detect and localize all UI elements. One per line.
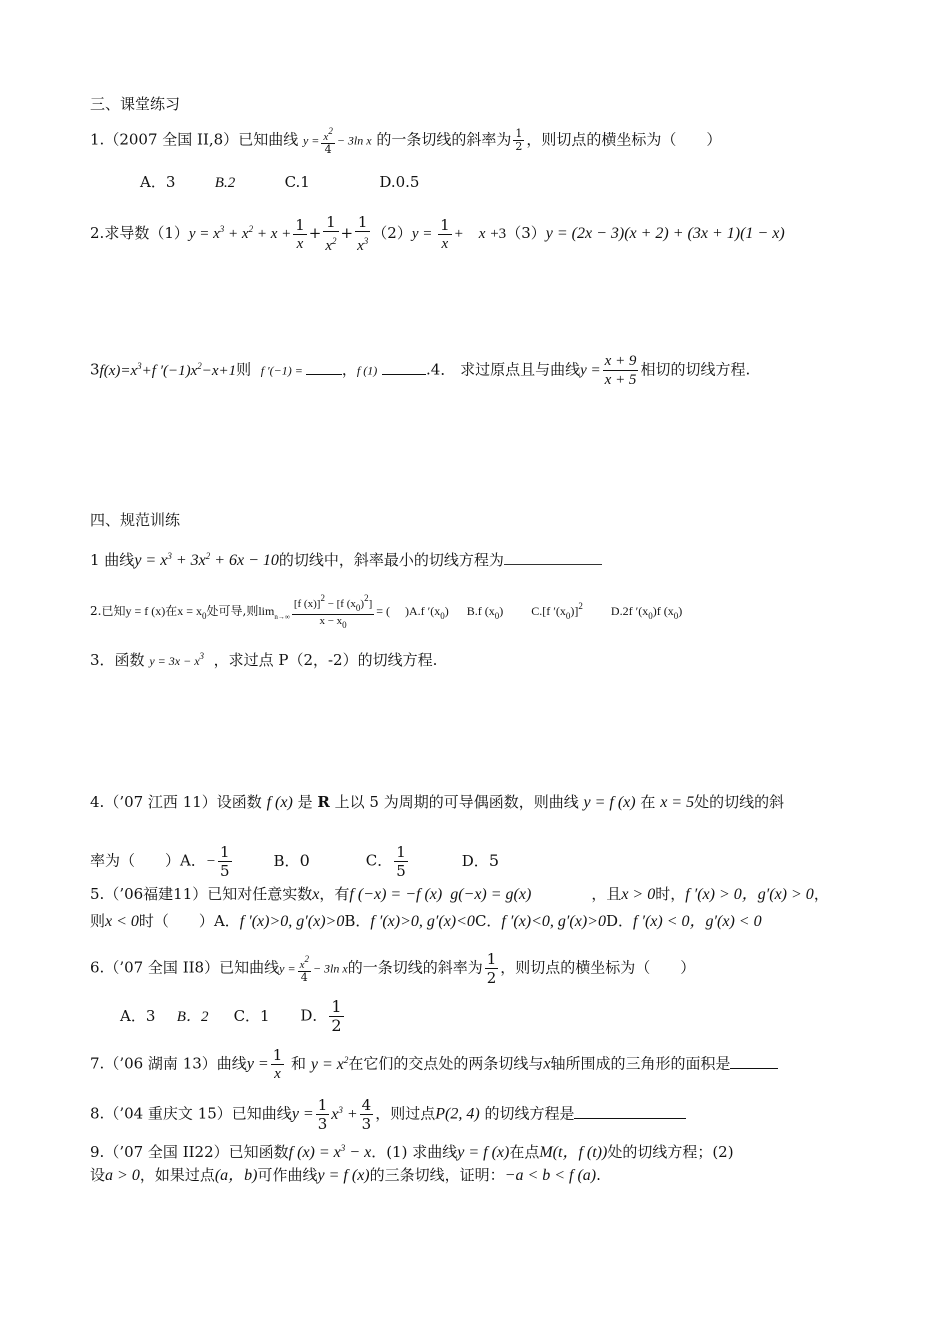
q-text: 1 曲线	[90, 551, 135, 569]
q-text: ，则过点	[375, 1104, 436, 1123]
option-c: C.1	[284, 173, 310, 191]
q-text: 求过原点且与曲线	[460, 360, 581, 379]
formula: $y = x^3 + 3x^2 + 6x - 10$	[134, 551, 279, 569]
option-a-formula: f ′(x)>0, g′(x)>0	[239, 913, 345, 930]
q-text: 在点	[509, 1143, 540, 1161]
q-text: 时，	[655, 885, 686, 903]
formula: y = (2x − 3)(x + 2) + (3x + 1)(1 − x)	[545, 225, 785, 242]
q-text: 曲线	[216, 1054, 247, 1073]
fraction: $\frac{1}{x^3}$	[357, 213, 369, 254]
q-text: 处可导,则	[206, 604, 259, 618]
q-text: 可作曲线	[257, 1166, 318, 1184]
q-num: 3	[90, 360, 100, 379]
q-text: .	[426, 360, 431, 379]
answer-blank[interactable]	[306, 362, 342, 375]
q-text: 的一条切线的斜率为	[376, 130, 512, 149]
q-num: 4．	[430, 360, 456, 379]
s3-q2: 2.求导数$(1)y = x^3 + x^2 + x$ + $\frac{1}{x}$ + $\frac{1}{x^2}$ + $\frac{1}{x^3}$ （2）y = $\frac{1}{x}$ + x +3（3）y = (2x − 3)(x + 2) + (3x + 1)(1 − x)	[90, 213, 785, 254]
answer-blank[interactable]	[730, 1056, 778, 1069]
q-text: （2）	[372, 224, 412, 242]
formula: = ( )	[376, 604, 409, 618]
fraction: $\frac{1}{2}$	[486, 950, 497, 987]
q-text: 2.已知	[90, 604, 126, 618]
formula: y =	[302, 133, 320, 148]
option-a: A.f $'(x_0)$	[409, 604, 449, 621]
s4-q6-options	[120, 998, 346, 1035]
formula: y = f (x)	[457, 1144, 510, 1161]
option-b: B.2	[214, 175, 236, 191]
formula: $y = 3x - x^3$	[149, 651, 205, 668]
formula: $\lim_{n\to\infty}$	[258, 604, 290, 621]
q-num: 9.	[90, 1143, 105, 1161]
q-text: ，如果过点	[139, 1166, 215, 1184]
option-d-formula: f ′(x) < 0，g′(x) < 0	[633, 913, 762, 930]
s4-q4-options	[90, 843, 499, 880]
q-source: （’07 江西 11）	[104, 793, 217, 811]
formula: f $(x) = x^3 - x$	[288, 1143, 372, 1161]
q-num: 1.	[90, 130, 105, 149]
fraction: $\frac{1}{x}$	[295, 215, 305, 252]
option-text: C.[f ′(x	[531, 604, 566, 618]
option-label: A．	[180, 851, 206, 870]
q-text: ，求过点 P（2，-2）的切线方程.	[213, 651, 438, 669]
formula: $y = x^2$	[310, 1054, 349, 1073]
q-num: 8.	[90, 1104, 105, 1123]
q-text: ，则切点的横坐标为（ ）	[500, 958, 696, 977]
fraction: $\frac{1}{5}$	[219, 843, 230, 880]
formula: $y = x^3 + x^2 + x$ +	[188, 224, 292, 242]
formula: f ′(−1) =	[260, 363, 306, 378]
q-source: （’07 全国 II8）	[104, 958, 220, 977]
option-label: D．	[300, 1006, 328, 1025]
q-text: 轴所围成的三角形的面积是	[550, 1054, 731, 1073]
option-label: C．	[365, 851, 393, 870]
fraction: $\frac{x^2}{4}$	[323, 126, 333, 156]
option-a: A．− $\frac{1}{5}$	[180, 843, 230, 880]
s4-q9-line2: 设a > 0，如果过点(a，b)可作曲线y = f (x)的三条切线，证明：−a < b < f (a).	[90, 1166, 601, 1184]
option-value: 5	[488, 850, 499, 870]
q-text: 在	[165, 604, 178, 618]
option-b: B.f $(x_0)$	[466, 604, 504, 621]
formula: f (−x) = −f (x) g(−x) = g(x)	[349, 886, 532, 903]
option-b-formula: f ′(x)>0, g′(x)<0	[370, 913, 475, 930]
option-text: D.2f ′(x	[610, 604, 649, 618]
formula: x	[312, 886, 320, 903]
formula: M(t，f (t))	[539, 1144, 608, 1161]
fraction: $\frac{1}{x}$	[440, 215, 450, 252]
q-text: 函数	[114, 651, 145, 669]
option-text: B.f (x	[466, 604, 495, 618]
option-d: D.0.5	[379, 173, 420, 191]
formula: $x^3$ +	[331, 1104, 358, 1123]
q-num: 2.	[90, 224, 105, 242]
q-text: 已知曲线	[219, 958, 280, 977]
formula: x	[543, 1055, 551, 1073]
s4-q5: 5.（’06福建11）已知对任意实数x，有f (−x) = −f (x) g(−x) = g(x) ，且x > 0时，f ′(x) > 0，g′(x) > 0，	[90, 885, 829, 903]
option-a: A．3	[140, 173, 176, 191]
option-b: B．2	[176, 1008, 209, 1025]
formula: x = 5	[660, 794, 695, 811]
formula: −a < b < f (a)	[504, 1167, 597, 1184]
option-a: A．3	[120, 1006, 156, 1025]
formula: y =	[279, 961, 296, 976]
formula: f (x)	[266, 794, 293, 811]
real-set-symbol: R	[317, 793, 330, 811]
formula: − 3ln x	[336, 133, 372, 148]
s4-q2	[90, 592, 682, 631]
formula: y =	[580, 362, 601, 379]
s3-q1-options	[140, 172, 419, 193]
formula: x < 0	[105, 913, 139, 930]
formula: $f(x)=x^3+f$ $'(-1)x^2-x+1$	[99, 360, 237, 379]
option-value: 0	[299, 850, 310, 870]
q-num: 3．	[90, 651, 115, 669]
q-text: 则	[236, 360, 252, 379]
q-source: （2007 全国 II,8）	[104, 130, 239, 149]
fraction: $\frac{1}{x^2}$	[325, 213, 337, 254]
formula: y =	[246, 1055, 269, 1073]
q-text: ，则切点的横坐标为（ ）	[526, 130, 722, 149]
answer-blank[interactable]	[504, 552, 602, 565]
q-text: 是	[297, 793, 313, 811]
formula: (a，b)	[214, 1167, 258, 1184]
q-text: 和	[291, 1054, 307, 1073]
formula: y = f (x)	[125, 604, 166, 618]
q-text: 已知曲线	[238, 130, 299, 149]
option-label: C．	[474, 912, 502, 930]
s4-q4	[90, 792, 784, 813]
option-d	[300, 998, 345, 1035]
q-num: 7.	[90, 1054, 105, 1073]
formula: f (1)	[356, 363, 378, 378]
q-num: 6.	[90, 958, 105, 977]
q-text: （3）	[506, 224, 546, 242]
q-text: ，	[341, 360, 357, 379]
q-text: 的切线中，斜率最小的切线方程为	[278, 551, 504, 569]
q-text: ，且	[591, 885, 622, 903]
q-num: 5.	[90, 885, 105, 903]
formula: − 3ln x	[312, 961, 348, 976]
q-source: （’04 重庆文 15）	[104, 1104, 232, 1123]
option-text: A.f ′(x	[409, 604, 441, 618]
q-text: 的切线方程是	[484, 1104, 575, 1123]
formula: a > 0	[105, 1167, 140, 1184]
q-text: 已知对任意实数	[207, 885, 313, 903]
formula: P(2, 4)	[435, 1105, 480, 1123]
option-d: D.2f $'(x_0)f$ $(x_0)$	[610, 604, 683, 621]
q-text: ．(1) 求曲线	[371, 1143, 458, 1161]
s4-q3	[90, 646, 437, 671]
option-d	[462, 851, 499, 871]
formula: y = f (x)	[317, 1167, 370, 1184]
s4-q8	[90, 1096, 686, 1133]
fraction: $\frac{1}{3}$	[317, 1096, 328, 1133]
option-label: D．	[605, 912, 634, 930]
s4-q1	[90, 546, 602, 571]
q-source: （’06福建11）	[104, 885, 208, 903]
formula: + x	[453, 226, 486, 242]
fraction: $\frac{1}{x}$	[272, 1046, 283, 1082]
q-text: 相切的切线方程.	[640, 360, 751, 379]
fraction: $\frac{1}{5}$	[396, 843, 406, 880]
option-c: C．1	[233, 1006, 270, 1025]
fraction: $\frac{[f (x)]^2 - [f (x_0)^2]}{x - x_0}$	[293, 593, 373, 630]
q-text: 在它们的交点处的两条切线与	[348, 1054, 544, 1073]
q-text: 的三条切线，证明：	[369, 1166, 505, 1184]
q-text: ，有	[319, 885, 350, 903]
s3-q3	[90, 352, 750, 389]
option-c: C.[f $'(x_0)]^2$	[531, 601, 583, 621]
q-text: 率为（ ）	[90, 851, 181, 870]
option-label: D．	[461, 851, 489, 870]
q-text: 处的切线方程；(2)	[607, 1143, 734, 1161]
option-c	[366, 843, 410, 880]
option-b	[274, 851, 310, 871]
section-3-title: 三、课堂练习	[90, 95, 181, 113]
s4-q5-options	[90, 911, 762, 932]
q-text: 求导数（1）	[104, 224, 189, 242]
option-label: B．	[273, 851, 300, 870]
formula: $x = x_0$	[177, 604, 207, 621]
q-text: 的一条切线的斜率为	[347, 958, 483, 977]
q-text: 设函数	[216, 793, 262, 811]
q-text: 处的切线的斜	[694, 793, 785, 811]
fraction: $\frac{x + 9}{x + 5}$	[604, 353, 637, 388]
s4-q9	[90, 1138, 734, 1163]
fraction: $\frac{x^2}{4}$	[299, 954, 309, 984]
s3-q1	[90, 125, 721, 156]
section-4-title: 四、规范训练	[90, 511, 181, 529]
q-source: （’07 全国 II22）	[104, 1143, 229, 1161]
q-source: （’06 湖南 13）	[104, 1054, 217, 1073]
s4-q6	[90, 950, 695, 987]
q-text: 在	[640, 793, 656, 811]
q-text: 已知函数	[228, 1143, 289, 1161]
formula: y =	[291, 1105, 314, 1123]
formula: x > 0	[621, 886, 656, 903]
fraction: $\frac{1}{2}$	[515, 127, 523, 153]
q-text: 时（ ）	[138, 912, 214, 930]
fraction: $\frac{1}{2}$	[331, 997, 342, 1035]
formula: f ′(x) > 0，g′(x) > 0	[685, 886, 814, 903]
q-text: 则	[90, 912, 106, 930]
formula: y = f (x)	[583, 794, 636, 811]
q-num: 4.	[90, 793, 105, 811]
s4-q7	[90, 1046, 778, 1083]
option-label: A．	[213, 912, 240, 930]
answer-blank[interactable]	[574, 1106, 686, 1119]
formula: y =	[411, 226, 437, 242]
q-text: 上以 5 为周期的可导偶函数，则曲线	[334, 793, 579, 811]
q-text: 设	[90, 1166, 106, 1184]
option-label: B．	[344, 912, 371, 930]
q-text: 已知曲线	[231, 1104, 292, 1123]
answer-blank[interactable]	[382, 362, 426, 375]
option-c-formula: f ′(x)<0, g′(x)>0	[501, 913, 606, 930]
fraction: $\frac{4}{3}$	[361, 1096, 372, 1133]
